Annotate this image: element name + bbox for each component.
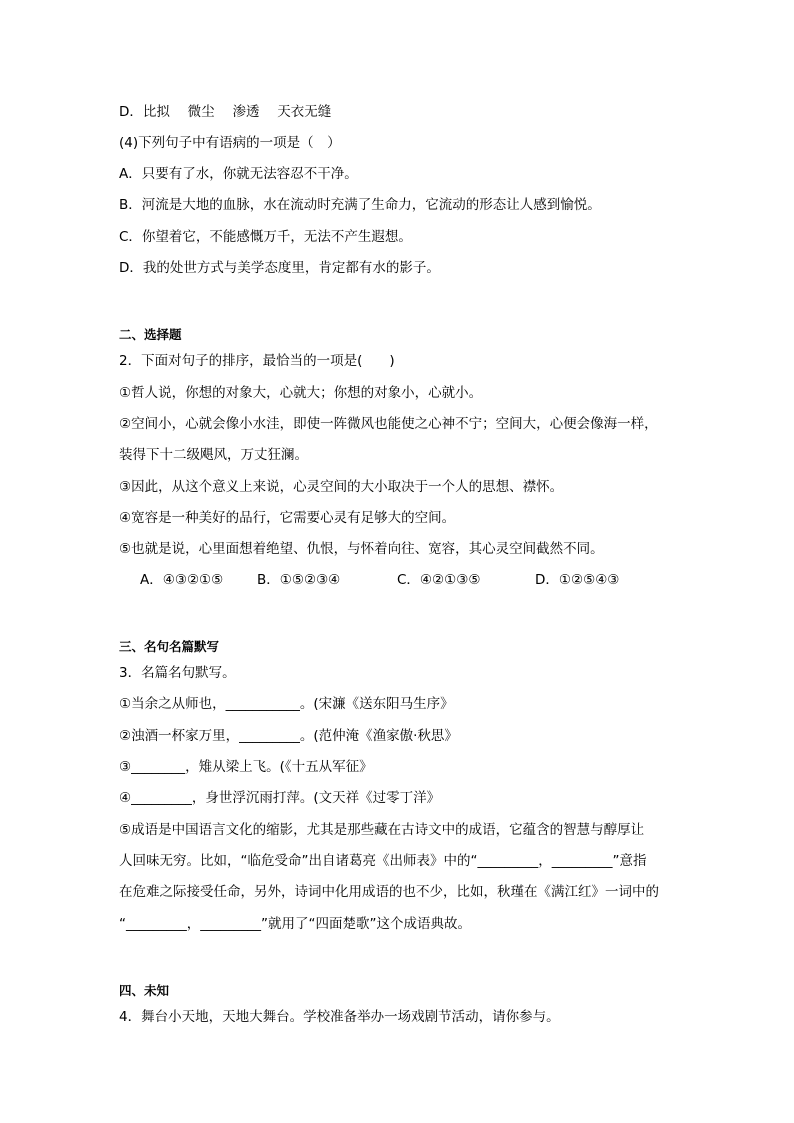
q1-sub4-option-b: B．河流是大地的血脉，水在流动时充满了生命力，它流动的形态让人感到愉悦。 [119, 197, 601, 213]
q1-sub4-option-d: D．我的处世方式与美学态度里，肯定都有水的影子。 [119, 260, 440, 276]
q1-sub4-option-a: A．只要有了水，你就无法容忍不干净。 [119, 166, 358, 182]
section-2-heading: 二、选择题 [119, 327, 182, 342]
q2-options [140, 570, 619, 590]
q1-sub4-option-c: C．你望着它，不能感慨万千，无法不产生遐想。 [119, 229, 412, 245]
q3-item-5-line-3: 在危难之际接受任命，另外，诗词中化用成语的也不少，比如，秋瑾在《满江红》一词中的 [119, 884, 659, 900]
section-4-heading: 四、未知 [119, 983, 170, 998]
q3-item-2: ②浊酒一杯家万里，_________。(范仲淹《渔家傲·秋思》 [119, 728, 458, 744]
q1-option-d: D．比拟 微尘 渗透 天衣无缝 [119, 104, 332, 120]
q3-item-5-line-4: “_________，_________”就用了“四面楚歌”这个成语典故。 [119, 916, 471, 932]
q3-item-5-line-1: ⑤成语是中国语言文化的缩影，尤其是那些藏在古诗文中的成语，它蕴含的智慧与醇厚让 [119, 822, 645, 838]
q2-sentence-2-line-2: 装得下十二级飓风，万丈狂澜。 [119, 447, 308, 463]
q3-item-1: ①当余之从师也，___________。(宋濂《送东阳马生序》 [119, 696, 454, 712]
q2-sentence-3: ③因此，从这个意义上来说，心灵空间的大小取决于一个人的思想、襟怀。 [119, 479, 564, 495]
q2-sentence-5: ⑤也就是说，心里面想着绝望、仇恨，与怀着向往、宽容，其心灵空间截然不同。 [119, 541, 604, 557]
q3-stem: 3．名篇名句默写。 [119, 665, 236, 681]
q4-stem: 4．舞台小天地，天地大舞台。学校准备举办一场戏剧节活动，请你参与。 [119, 1009, 560, 1025]
section-3-heading: 三、名句名篇默写 [119, 639, 220, 654]
q2-option-a: A．④③②①⑤ [140, 572, 224, 588]
q3-item-3: ③________，雉从梁上飞。(《十五从军征》 [119, 759, 373, 775]
q2-option-d: D．①②⑤④③ [535, 572, 620, 588]
q2-sentence-1: ①哲人说，你想的对象大，心就大；你想的对象小，心就小。 [119, 385, 483, 401]
q1-sub4-stem: (4)下列句子中有语病的一项是（ ） [119, 135, 341, 151]
q3-item-5-line-2: 人回味无穷。比如，“临危受命”出自诸葛亮《出师表》中的“_________，_________”意指 [119, 853, 647, 869]
q2-sentence-4: ④宽容是一种美好的品行，它需要心灵有足够大的空间。 [119, 510, 456, 526]
q2-option-c: C．④②①③⑤ [397, 572, 481, 588]
q3-item-4: ④_________，身世浮沉雨打萍。(文天祥《过零丁洋》 [119, 790, 441, 806]
q2-sentence-2-line-1: ②空间小，心就会像小水洼，即使一阵微风也能使之心神不宁；空间大，心便会像海一样， [119, 416, 658, 432]
q2-stem: 2．下面对句子的排序，最恰当的一项是( ) [119, 353, 395, 369]
q2-option-b: B．①⑤②③④ [257, 572, 341, 588]
